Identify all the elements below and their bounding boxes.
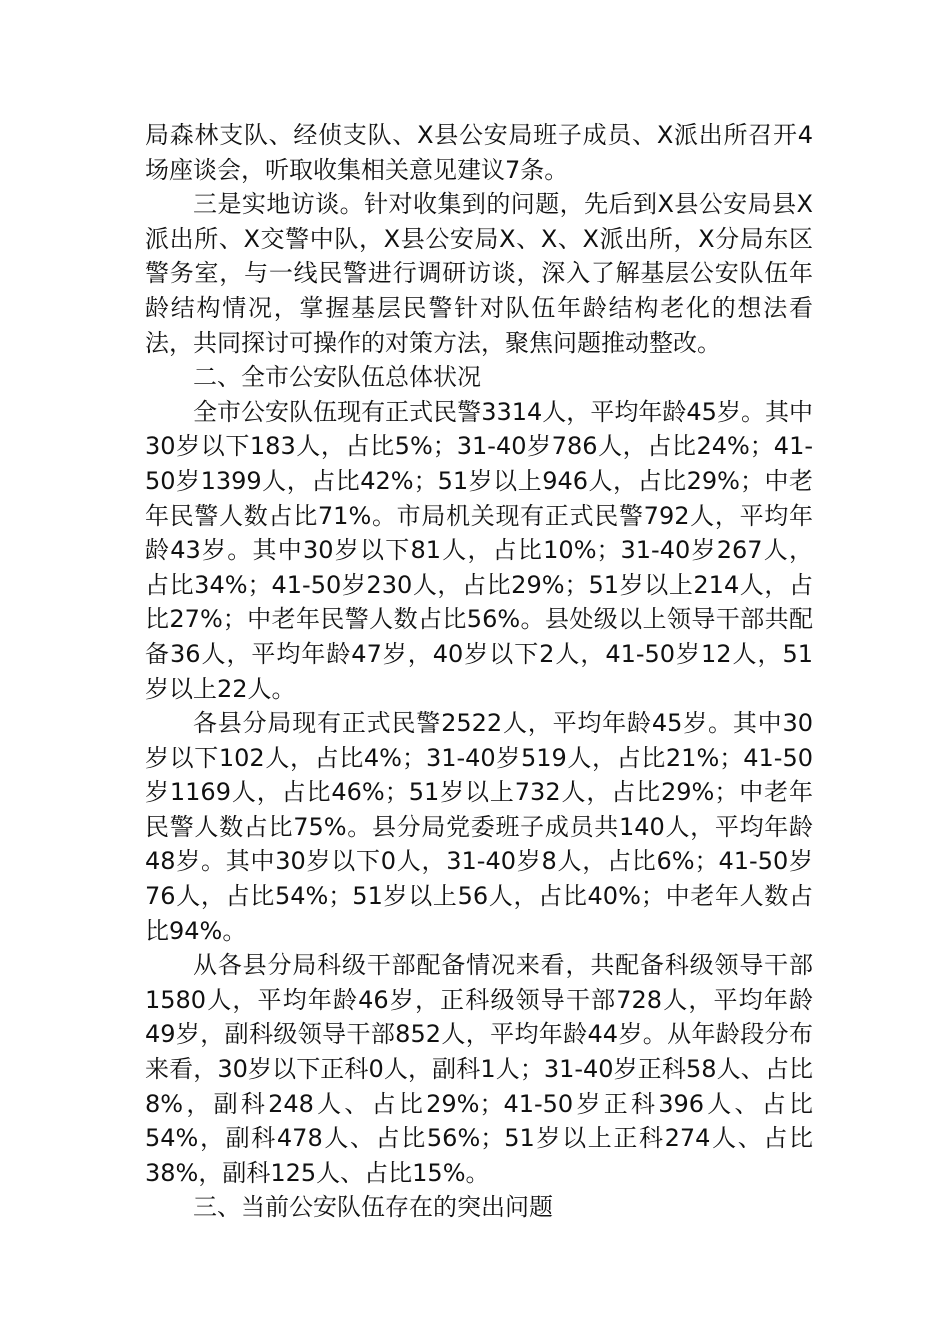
section-heading-overall-status: 二、全市公安队伍总体状况 [193,363,481,392]
paragraph-city-force-stats: 全市公安队伍现有正式民警3314人，平均年龄45岁。其中30岁以下183人，占比5%；31-40岁786人，占比24%；41-50岁1399人，占比42%；51岁以上946人，占比29%；中老年民警人数占比71%。市局机关现有正式民警792人，平均年龄43岁。其中30岁以下81人，占比10%；31-40岁267人，占比34%；41-50岁230人，占比29%；51岁以上214人，占比27%；中老年民警人数占比56%。县处级以上领导干部共配备36人，平均年龄47岁，40岁以下2人，41-50岁12人，51岁以上22人。 [145,397,813,703]
section-heading-problems: 三、当前公安队伍存在的突出问题 [193,1193,553,1222]
paragraph-section-cadre-stats: 从各县分局科级干部配备情况来看，共配备科级领导干部1580人，平均年龄46岁，正科级领导干部728人，平均年龄49岁，副科级领导干部852人，平均年龄44岁。从年龄段分布来看，30岁以下正科0人，副科1人；31-40岁正科58人、占比8%，副科248人、占比29%；41-50岁正科396人、占比54%，副科478人、占比56%；51岁以上正科274人、占比38%，副科125人、占比15%。 [145,951,813,1187]
paragraph-field-interviews: 三是实地访谈。针对收集到的问题，先后到X县公安局县X派出所、X交警中队，X县公安局X、X、X派出所，X分局东区警务室，与一线民警进行调研访谈，深入了解基层公安队伍年龄结构情况，掌握基层民警针对队伍年龄结构老化的想法看法，共同探讨可操作的对策方法，聚焦问题推动整改。 [145,190,813,357]
document-body [145,118,813,1225]
paragraph-county-force-stats: 各县分局现有正式民警2522人，平均年龄45岁。其中30岁以下102人，占比4%；31-40岁519人，占比21%；41-50岁1169人，占比46%；51岁以上732人，占比29%；中老年民警人数占比75%。县分局党委班子成员共140人，平均年龄48岁。其中30岁以下0人，31-40岁8人，占比6%；41-50岁76人，占比54%；51岁以上56人，占比40%；中老年人数占比94%。 [145,709,813,945]
paragraph-continuation: 局森林支队、经侦支队、X县公安局班子成员、X派出所召开4场座谈会，听取收集相关意见建议7条。 [145,121,813,184]
